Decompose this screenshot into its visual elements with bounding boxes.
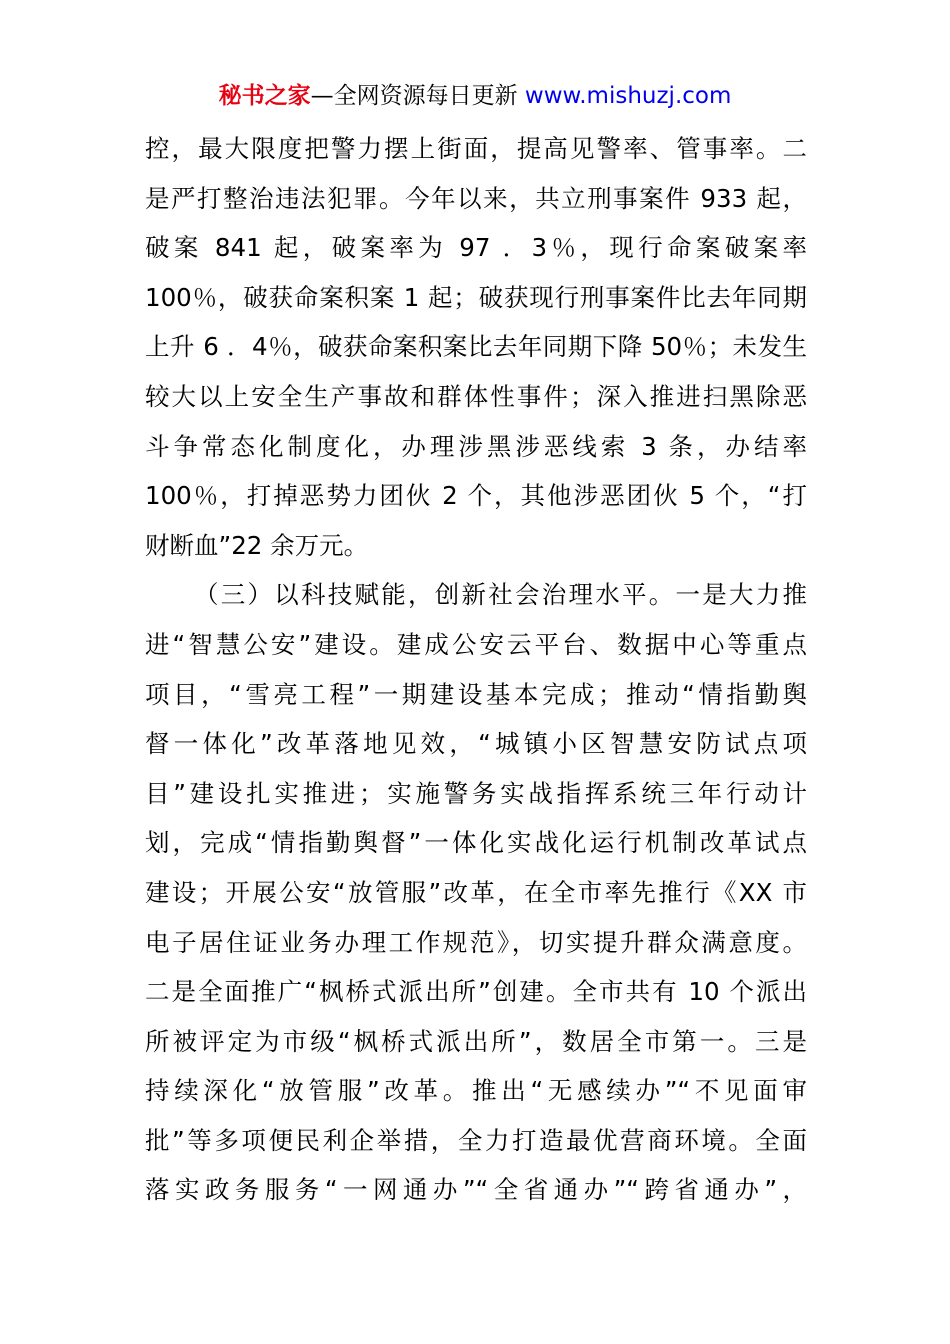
text-line: 建设；开展公安“放管服”改革，在全市率先推行《XX 市 [145, 877, 807, 907]
document-body [145, 124, 807, 1215]
text-line: 电子居住证业务办理工作规范》，切实提升群众满意度。 [145, 927, 807, 957]
text-line: 100％，打掉恶势力团伙 2 个，其他涉恶团伙 5 个，“打 [145, 481, 807, 511]
text-line: 控，最大限度把警力摆上街面，提高见警率、管事率。二 [145, 134, 807, 163]
site-url-link[interactable]: www.mishuzj.com [524, 83, 732, 109]
text-line: 持续深化“放管服”改革。推出“无感续办”“不见面审 [145, 1076, 807, 1106]
text-line: 斗争常态化制度化，办理涉黑涉恶线索 3 条，办结率 [145, 431, 807, 461]
text-line: 100％，破获命案积案 1 起；破获现行刑事案件比去年同期 [145, 282, 807, 312]
header-tagline: —全网资源每日更新 [310, 83, 518, 109]
text-line: 落实政务服务“一网通办”“全省通办”“跨省通办”， [145, 1175, 807, 1205]
paragraph-end-line: 财断血”22 余万元。 [145, 530, 369, 560]
text-line: 破案 841 起，破案率为 97 ．3％，现行命案破案率 [145, 233, 807, 263]
text-line: 较大以上安全生产事故和群体性事件；深入推进扫黑除恶 [145, 381, 807, 411]
text-line: 所被评定为市级“枫桥式派出所”，数居全市第一。三是 [145, 1026, 807, 1056]
text-line: 项目，“雪亮工程”一期建设基本完成；推动“情指勤舆 [145, 679, 807, 709]
text-line: 是严打整治违法犯罪。今年以来，共立刑事案件 933 起， [145, 183, 807, 213]
text-line: 上升 6 ．4％，破获命案积案比去年同期下降 50％；未发生 [145, 332, 807, 362]
text-line: 划，完成“情指勤舆督”一体化实战化运行机制改革试点 [145, 828, 807, 858]
brand-name: 秘书之家 [218, 83, 311, 109]
text-line: 二是全面推广“枫桥式派出所”创建。全市共有 10 个派出 [145, 977, 807, 1007]
text-line: 进“智慧公安”建设。建成公安云平台、数据中心等重点 [145, 629, 807, 659]
text-line: 督一体化”改革落地见效，“城镇小区智慧安防试点项 [145, 729, 807, 759]
section-heading-line: （三）以科技赋能，创新社会治理水平。一是大力推 [194, 580, 807, 610]
text-line: 批”等多项便民利企举措，全力打造最优营商环境。全面 [145, 1125, 807, 1155]
text-line: 目”建设扎实推进；实施警务实战指挥系统三年行动计 [145, 778, 807, 808]
site-header [0, 80, 950, 112]
